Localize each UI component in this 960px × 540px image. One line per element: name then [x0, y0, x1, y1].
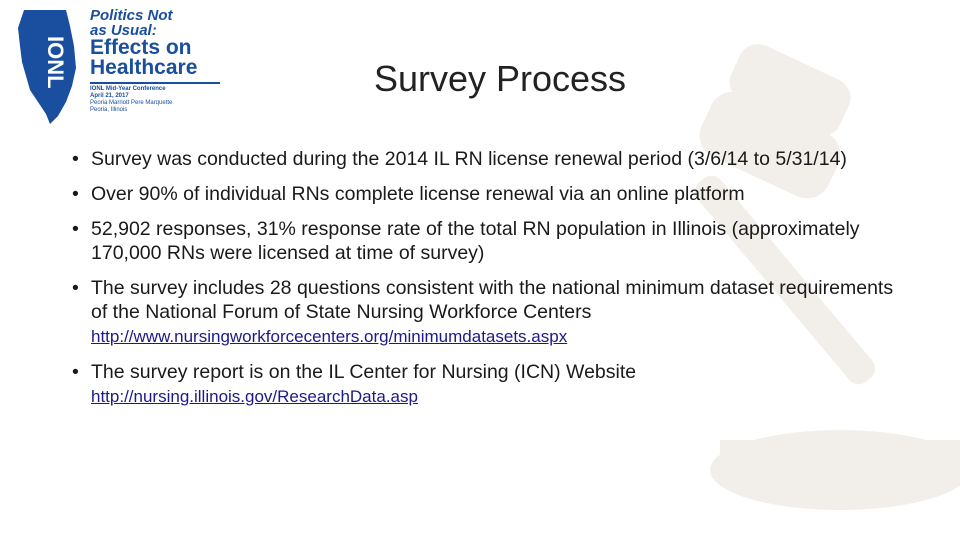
conference-logo	[14, 6, 224, 126]
bullet-item	[72, 147, 902, 171]
bullet-text: Survey was conducted during the 2014 IL RN license renewal period (3/6/14 to 5/31/14)	[91, 148, 847, 170]
bullet-glyph: •	[72, 218, 79, 240]
logo-date: April 21, 2017	[90, 93, 129, 99]
bullet-glyph: •	[72, 183, 79, 205]
bullet-item	[72, 217, 902, 265]
illinois-map-icon	[14, 6, 86, 126]
logo-divider	[90, 82, 220, 84]
bullet-text: Over 90% of individual RNs complete license renewal via an online platform	[91, 183, 745, 205]
logo-line1: Politics Not	[90, 7, 173, 24]
slide-title: Survey Process	[373, 58, 627, 99]
logo-venue: Peoria Marriott Pere Marquette	[90, 100, 173, 106]
bullet-list	[72, 147, 902, 420]
bullet-text: 52,902 responses, 31% response rate of the total RN population in Illinois (approximately 170,000 RNs were licensed at time of survey)	[91, 218, 860, 264]
bullet-item	[72, 360, 902, 409]
logo-conference-info	[90, 86, 230, 114]
bullet-glyph: •	[72, 277, 79, 299]
bullet-glyph: •	[72, 361, 79, 383]
logo-title	[90, 8, 230, 78]
logo-line4: Healthcare	[90, 56, 198, 79]
bullet-item	[72, 276, 902, 349]
bullet-glyph: •	[72, 148, 79, 170]
icn-research-link[interactable]: http://nursing.illinois.gov/ResearchData.asp	[91, 387, 418, 406]
logo-line3: Effects on	[90, 36, 192, 59]
bullet-text: The survey report is on the IL Center for Nursing (ICN) Website	[91, 361, 637, 383]
logo-org-text: IONL	[43, 36, 68, 89]
bullet-item	[72, 182, 902, 206]
logo-city: Peoria, Illinois	[90, 107, 128, 113]
nursing-workforce-link[interactable]: http://www.nursingworkforcecenters.org/minimumdatasets.aspx	[91, 327, 568, 346]
logo-conference: IONL Mid-Year Conference	[90, 86, 166, 92]
bullet-text: The survey includes 28 questions consistent with the national minimum dataset requirements of the National Forum of State Nursing Workforce Centers	[91, 277, 894, 323]
logo-line2: as Usual:	[90, 22, 157, 39]
